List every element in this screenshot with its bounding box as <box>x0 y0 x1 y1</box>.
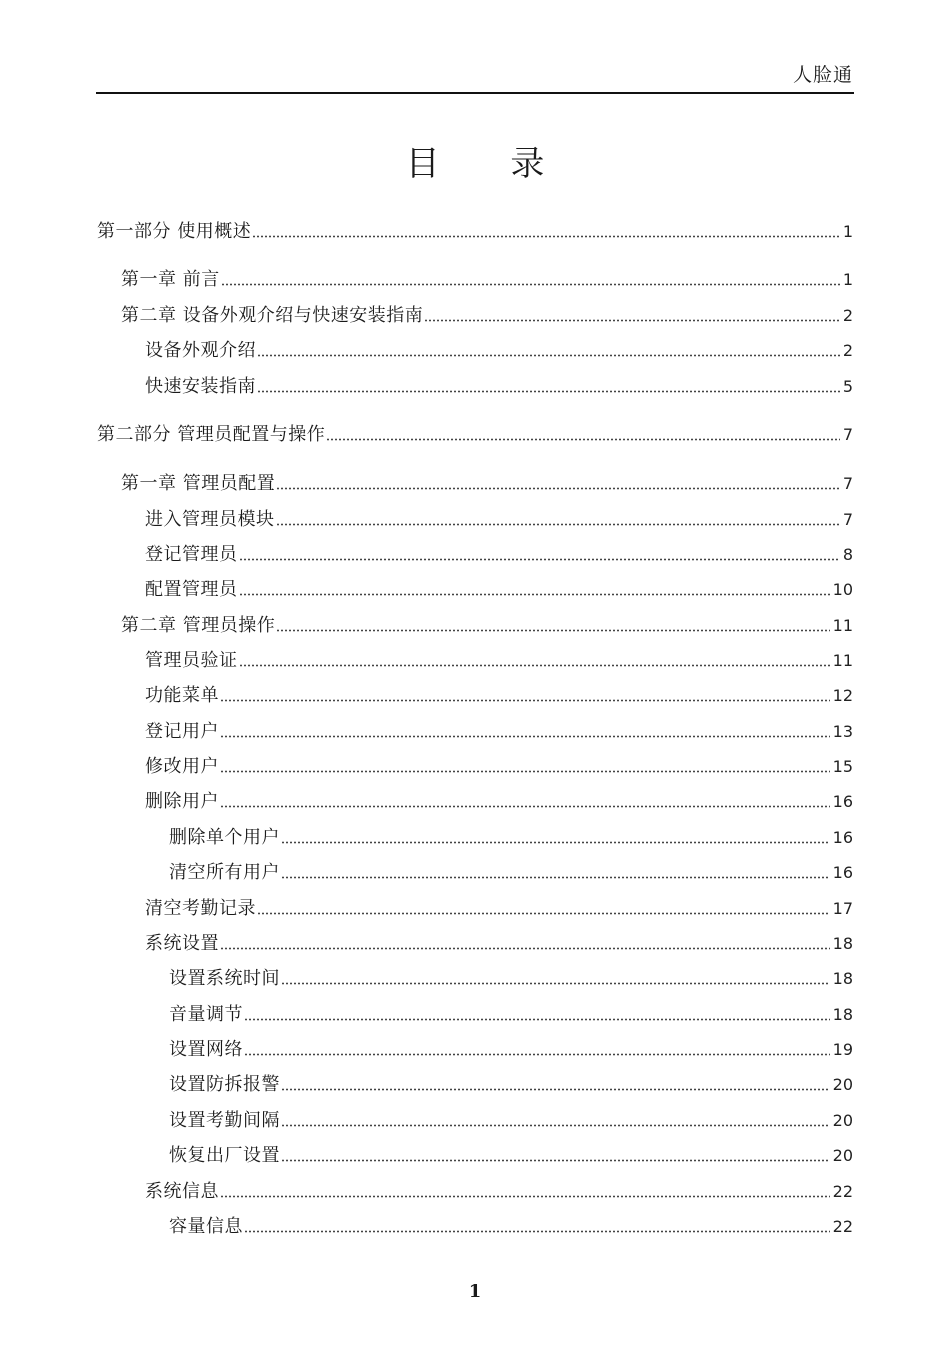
toc-entry-label: 音量调节 <box>169 1004 243 1025</box>
toc-dot-leader <box>239 663 830 668</box>
toc-entry-label: 清空考勤记录 <box>145 898 256 919</box>
toc-dot-leader <box>244 1052 830 1057</box>
toc-entry-label: 系统设置 <box>145 933 219 954</box>
toc-dot-leader <box>221 282 840 287</box>
toc-entry-page: 7 <box>842 510 853 529</box>
toc-dot-leader <box>244 1017 830 1022</box>
toc-entry-subsection[interactable] <box>169 1142 853 1168</box>
toc-entry-page: 18 <box>832 934 853 953</box>
toc-entry-label: 容量信息 <box>169 1216 243 1237</box>
toc-entry-page: 19 <box>832 1040 853 1059</box>
toc-entry-page: 16 <box>832 792 853 811</box>
toc-entry-section[interactable] <box>145 337 853 363</box>
toc-dot-leader <box>220 946 830 951</box>
toc-entry-section[interactable] <box>145 506 853 532</box>
toc-entry-label: 设置考勤间隔 <box>169 1110 280 1131</box>
toc-entry-section[interactable] <box>145 930 853 956</box>
toc-entry-label: 第一章 前言 <box>121 269 220 290</box>
toc-dot-leader <box>239 557 840 562</box>
toc-entry-label: 恢复出厂设置 <box>169 1145 280 1166</box>
toc-entry-label: 第二章 管理员操作 <box>121 615 276 636</box>
toc-entry-label: 第一章 管理员配置 <box>121 473 276 494</box>
toc-dot-leader <box>220 734 830 739</box>
header-product-name: 人脸通 <box>792 64 853 86</box>
toc-dot-leader <box>257 389 840 394</box>
toc-dot-leader <box>220 769 830 774</box>
toc-dot-leader <box>257 353 840 358</box>
toc-entry-label: 快速安装指南 <box>145 376 256 397</box>
toc-entry-section[interactable] <box>145 1178 853 1204</box>
toc-dot-leader <box>220 1194 830 1199</box>
toc-entry-page: 1 <box>842 222 853 241</box>
toc-entry-section[interactable] <box>145 753 853 779</box>
toc-entry-page: 2 <box>842 341 853 360</box>
toc-entry-label: 第二部分 管理员配置与操作 <box>97 424 326 445</box>
toc-entry-label: 系统信息 <box>145 1181 219 1202</box>
toc-entry-label: 设置防拆报警 <box>169 1074 280 1095</box>
toc-entry-label: 修改用户 <box>145 756 219 777</box>
toc-entry-label: 登记用户 <box>145 721 219 742</box>
toc-entry-label: 管理员验证 <box>145 650 238 671</box>
toc-entry-subsection[interactable] <box>169 824 853 850</box>
toc-entry-page: 7 <box>842 474 853 493</box>
toc-entry-subsection[interactable] <box>169 965 853 991</box>
toc-dot-leader <box>276 486 840 491</box>
toc-entry-section[interactable] <box>145 718 853 744</box>
toc-dot-leader <box>257 911 830 916</box>
toc-entry-label: 第二章 设备外观介绍与快速安装指南 <box>121 305 424 326</box>
toc-entry-page: 11 <box>832 651 853 670</box>
toc-entry-page: 22 <box>832 1182 853 1201</box>
toc-entry-subsection[interactable] <box>169 1213 853 1239</box>
toc-dot-leader <box>326 437 840 442</box>
toc-entry-subsection[interactable] <box>169 1036 853 1062</box>
toc-entry-subsection[interactable] <box>169 1107 853 1133</box>
toc-dot-leader <box>281 1158 830 1163</box>
toc-dot-leader <box>220 804 830 809</box>
toc-entry-label: 删除用户 <box>145 791 219 812</box>
toc-entry-section[interactable] <box>145 895 853 921</box>
toc-entry-label: 功能菜单 <box>145 685 219 706</box>
toc-entry-subsection[interactable] <box>169 859 853 885</box>
toc-entry-subsection[interactable] <box>169 1071 853 1097</box>
toc-dot-leader <box>281 1123 830 1128</box>
toc-entry-label: 设备外观介绍 <box>145 340 256 361</box>
toc-dot-leader <box>276 628 829 633</box>
toc-entry-chapter[interactable] <box>121 266 853 292</box>
toc-entry-page: 10 <box>832 580 853 599</box>
toc-dot-leader <box>424 318 840 323</box>
toc-dot-leader <box>281 875 830 880</box>
toc-entry-part-2[interactable] <box>97 421 853 447</box>
toc-entry-page: 8 <box>842 545 853 564</box>
toc-entry-subsection[interactable] <box>169 1001 853 1027</box>
toc-entry-section[interactable] <box>145 541 853 567</box>
toc-dot-leader <box>239 592 830 597</box>
toc-entry-label: 设置网络 <box>169 1039 243 1060</box>
toc-dot-leader <box>244 1229 830 1234</box>
toc-entry-section[interactable] <box>145 788 853 814</box>
toc-entry-page: 20 <box>832 1075 853 1094</box>
toc-entry-page: 2 <box>842 306 853 325</box>
toc-entry-page: 7 <box>842 425 853 444</box>
toc-entry-chapter[interactable] <box>121 470 853 496</box>
toc-dot-leader <box>276 522 840 527</box>
toc-entry-section[interactable] <box>145 576 853 602</box>
toc-entry-chapter[interactable] <box>121 302 853 328</box>
toc-entry-page: 17 <box>832 899 853 918</box>
toc-entry-section[interactable] <box>145 373 853 399</box>
toc-entry-page: 16 <box>832 863 853 882</box>
toc-entry-page: 22 <box>832 1217 853 1236</box>
toc-entry-label: 第一部分 使用概述 <box>97 221 252 242</box>
toc-dot-leader <box>281 840 830 845</box>
toc-dot-leader <box>220 698 830 703</box>
toc-entry-page: 12 <box>832 686 853 705</box>
toc-entry-label: 进入管理员模块 <box>145 509 275 530</box>
toc-entry-page: 16 <box>832 828 853 847</box>
toc-entry-label: 设置系统时间 <box>169 968 280 989</box>
toc-entry-part-1[interactable] <box>97 218 853 244</box>
toc-entry-chapter[interactable] <box>121 612 853 638</box>
toc-entry-page: 20 <box>832 1146 853 1165</box>
toc-entry-page: 5 <box>842 377 853 396</box>
header-rule <box>96 92 854 94</box>
page-number: 1 <box>468 1281 482 1302</box>
toc-entry-page: 13 <box>832 722 853 741</box>
toc-dot-leader <box>281 1087 830 1092</box>
toc-entry-label: 删除单个用户 <box>169 827 280 848</box>
toc-dot-leader <box>281 981 830 986</box>
toc-entry-section[interactable] <box>145 682 853 708</box>
toc-entry-label: 配置管理员 <box>145 579 238 600</box>
toc-entry-label: 清空所有用户 <box>169 862 280 883</box>
toc-entry-page: 18 <box>832 1005 853 1024</box>
toc-entry-label: 登记管理员 <box>145 544 238 565</box>
toc-dot-leader <box>252 234 840 239</box>
toc-entry-page: 18 <box>832 969 853 988</box>
toc-entry-page: 11 <box>832 616 853 635</box>
toc-entry-page: 1 <box>842 270 853 289</box>
toc-entry-page: 20 <box>832 1111 853 1130</box>
toc-entry-section[interactable] <box>145 647 853 673</box>
toc-entry-page: 15 <box>832 757 853 776</box>
toc-title: 目 录 <box>405 144 575 184</box>
